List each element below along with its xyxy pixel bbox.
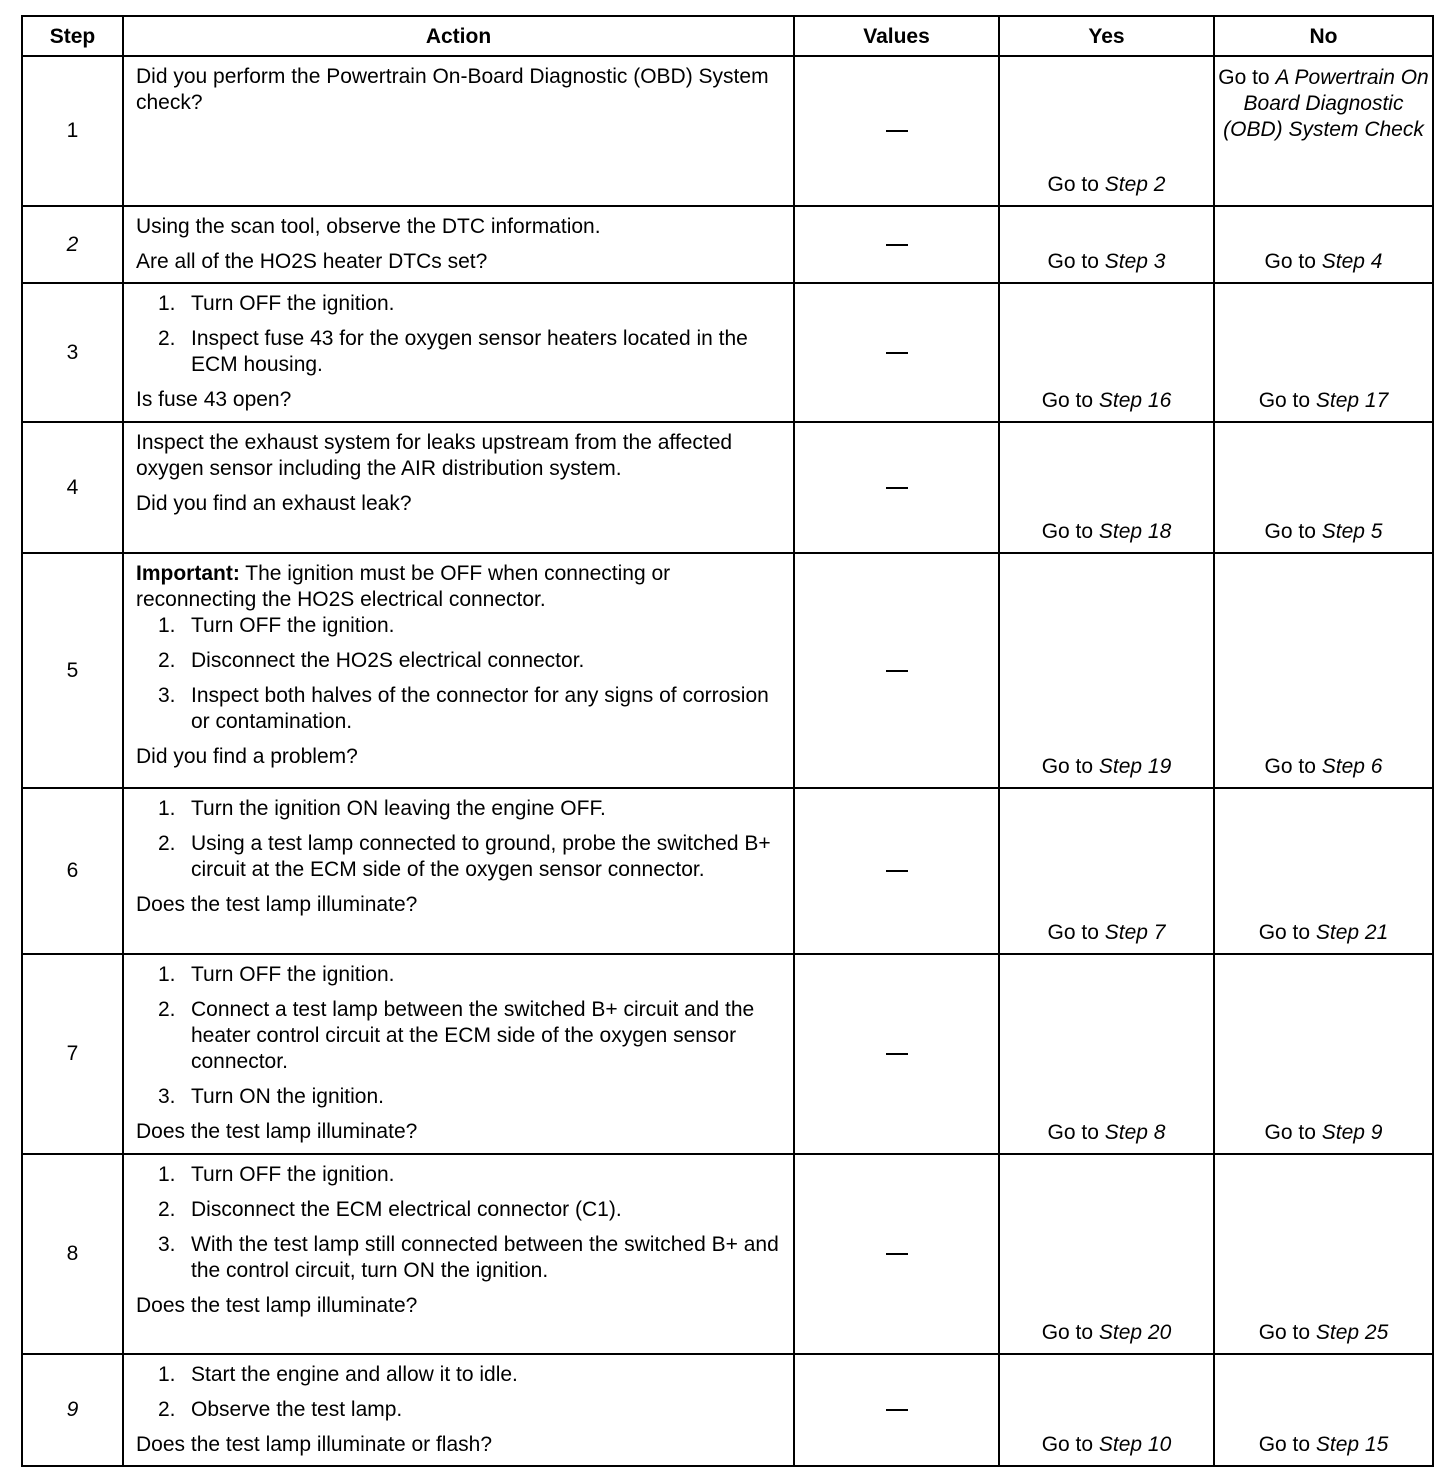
yes-cell [999,1154,1214,1354]
values-cell [794,954,999,1154]
list-item: 2. Observe the test lamp. [158,1398,403,1421]
no-goto-link[interactable]: Go to Step 5 [1264,520,1383,543]
action-cell [123,422,794,553]
yes-goto-link[interactable]: Go to Step 16 [1041,389,1172,412]
no-goto-link[interactable]: Go to Step 6 [1264,755,1383,778]
action-cell [123,283,794,422]
header-step: Step [22,16,123,56]
header-row [22,16,1433,56]
no-goto-link[interactable]: Go to Step 15 [1258,1433,1389,1456]
values-cell [794,206,999,283]
list-number: 2. [158,327,176,350]
list-item: 1. Turn the ignition ON leaving the engine OFF. [158,797,606,820]
list-number: 1. [158,292,176,315]
values-cell [794,788,999,954]
yes-goto-link[interactable]: Go to Step 3 [1047,250,1166,273]
no-target: Step 4 [1321,250,1383,273]
yes-cell [999,206,1214,283]
step-number: 3 [22,283,123,422]
no-target: A Powertrain On Board Diagnostic (OBD) System Check [1223,66,1429,141]
step-number: 9 [22,1354,123,1466]
no-goto-link[interactable]: Go to Step 21 [1258,921,1389,944]
values-cell [794,283,999,422]
yes-cell [999,283,1214,422]
no-goto-link[interactable]: Go to Step 25 [1258,1321,1389,1344]
yes-target: Step 8 [1104,1121,1166,1144]
header-no: No [1214,16,1433,56]
no-cell [1214,954,1433,1154]
no-target: Step 25 [1315,1321,1389,1344]
list-number: 2. [158,649,176,672]
no-goto-link[interactable]: Go to Step 4 [1264,250,1383,273]
list-item: 2. Connect a test lamp between the switched B+ circuit and the heater control circuit at the ECM side of the oxygen sensor connector. [158,998,755,1073]
table-row [22,283,1433,422]
yes-target: Step 10 [1098,1433,1172,1456]
yes-goto-link[interactable]: Go to Step 7 [1047,921,1166,944]
step-number: 5 [22,553,123,788]
yes-target: Step 20 [1098,1321,1172,1344]
no-target: Step 6 [1321,755,1383,778]
action-question: Does the test lamp illuminate? [136,893,418,916]
list-number: 3. [158,684,176,707]
no-target: Step 5 [1321,520,1383,543]
yes-cell [999,788,1214,954]
action-steps-list [136,613,783,735]
header-values: Values [794,16,999,56]
list-item: 1. Start the engine and allow it to idle. [158,1363,518,1386]
yes-goto-link[interactable]: Go to Step 8 [1047,1121,1166,1144]
no-cell [1214,422,1433,553]
no-cell [1214,1354,1433,1466]
action-cell [123,1354,794,1466]
list-number: 2. [158,1398,176,1421]
action-steps-list [136,962,783,1110]
step-number: 6 [22,788,123,954]
action-question: Does the test lamp illuminate or flash? [136,1433,493,1456]
em-dash [886,352,908,354]
table-row [22,954,1433,1154]
list-number: 2. [158,998,176,1021]
em-dash [886,130,908,132]
list-item: 3. Turn ON the ignition. [158,1085,384,1108]
list-number: 1. [158,1163,176,1186]
yes-cell [999,954,1214,1154]
step-number: 4 [22,422,123,553]
action-cell [123,56,794,206]
no-target: Step 9 [1321,1121,1383,1144]
list-item: 2. Inspect fuse 43 for the oxygen sensor heaters located in the ECM housing. [158,327,748,376]
values-cell [794,56,999,206]
no-goto-link[interactable]: Go to Step 17 [1258,389,1389,412]
diagnostic-table [21,15,1434,1467]
action-question: Is fuse 43 open? [136,388,292,411]
table-row [22,56,1433,206]
action-steps-list [136,1162,783,1284]
step-number: 8 [22,1154,123,1354]
yes-target: Step 16 [1098,389,1172,412]
no-goto-link[interactable]: Go to A Powertrain On Board Diagnostic (OBD) System Check [1218,66,1429,141]
list-number: 2. [158,832,176,855]
action-steps-list [136,1362,783,1423]
action-steps-list [136,796,783,883]
header-action: Action [123,16,794,56]
no-cell [1214,553,1433,788]
values-cell [794,1354,999,1466]
step-number: 2 [22,206,123,283]
header-yes: Yes [999,16,1214,56]
yes-cell [999,553,1214,788]
list-number: 1. [158,614,176,637]
list-item: 1. Turn OFF the ignition. [158,614,395,637]
em-dash [886,1409,908,1411]
no-target: Step 21 [1315,921,1389,944]
list-number: 1. [158,963,176,986]
action-cell [123,553,794,788]
step-number: 7 [22,954,123,1154]
em-dash [886,670,908,672]
list-item: 2. Disconnect the ECM electrical connector (C1). [158,1198,622,1221]
no-target: Step 15 [1315,1433,1389,1456]
important-note: Important: The ignition must be OFF when connecting or reconnecting the HO2S electrical connector. [136,562,671,611]
table-row [22,1154,1433,1354]
em-dash [886,870,908,872]
table-row [22,1354,1433,1466]
important-label: Important: [136,562,240,585]
list-number: 3. [158,1085,176,1108]
yes-target: Step 19 [1098,755,1172,778]
action-text: Inspect the exhaust system for leaks upstream from the affected oxygen sensor including the AIR distribution system. [136,431,733,480]
list-item: 1. Turn OFF the ignition. [158,292,395,315]
list-number: 2. [158,1198,176,1221]
action-cell [123,788,794,954]
no-cell [1214,56,1433,206]
em-dash [886,244,908,246]
action-cell [123,206,794,283]
values-cell [794,1154,999,1354]
action-question: Does the test lamp illuminate? [136,1294,418,1317]
list-item: 2. Disconnect the HO2S electrical connector. [158,649,585,672]
list-number: 1. [158,1363,176,1386]
list-item: 3. With the test lamp still connected between the switched B+ and the control circuit, turn ON the ignition. [158,1233,779,1282]
no-target: Step 17 [1315,389,1389,412]
em-dash [886,1253,908,1255]
list-item: 1. Turn OFF the ignition. [158,1163,395,1186]
no-cell [1214,788,1433,954]
yes-goto-link[interactable]: Go to Step 19 [1041,755,1172,778]
yes-target: Step 7 [1104,921,1166,944]
table-row [22,788,1433,954]
list-item: 2. Using a test lamp connected to ground, probe the switched B+ circuit at the ECM side of the oxygen sensor connector. [158,832,771,881]
yes-target: Step 2 [1104,173,1166,196]
yes-goto-link[interactable]: Go to Step 10 [1041,1433,1172,1456]
list-item: 1. Turn OFF the ignition. [158,963,395,986]
yes-goto-link[interactable]: Go to Step 20 [1041,1321,1172,1344]
values-cell [794,422,999,553]
action-question: Did you find a problem? [136,745,358,768]
yes-goto-link[interactable]: Go to Step 18 [1041,520,1172,543]
action-question: Are all of the HO2S heater DTCs set? [136,250,488,273]
action-question: Does the test lamp illuminate? [136,1120,418,1143]
table-row [22,422,1433,553]
yes-cell [999,56,1214,206]
em-dash [886,1053,908,1055]
yes-target: Step 18 [1098,520,1172,543]
no-cell [1214,283,1433,422]
action-cell [123,954,794,1154]
table-row [22,206,1433,283]
yes-target: Step 3 [1104,250,1166,273]
no-goto-link[interactable]: Go to Step 9 [1264,1121,1383,1144]
list-number: 3. [158,1233,176,1256]
no-cell [1214,1154,1433,1354]
step-number: 1 [22,56,123,206]
no-cell [1214,206,1433,283]
action-text: Using the scan tool, observe the DTC information. [136,215,601,238]
em-dash [886,487,908,489]
list-item: 3. Inspect both halves of the connector for any signs of corrosion or contamination. [158,684,769,733]
action-question: Did you find an exhaust leak? [136,492,412,515]
yes-goto-link[interactable]: Go to Step 2 [1047,173,1166,196]
action-text: Did you perform the Powertrain On-Board Diagnostic (OBD) System check? [136,65,769,114]
table-row [22,553,1433,788]
values-cell [794,553,999,788]
yes-cell [999,422,1214,553]
list-number: 1. [158,797,176,820]
yes-cell [999,1354,1214,1466]
action-cell [123,1154,794,1354]
action-steps-list [136,291,783,378]
